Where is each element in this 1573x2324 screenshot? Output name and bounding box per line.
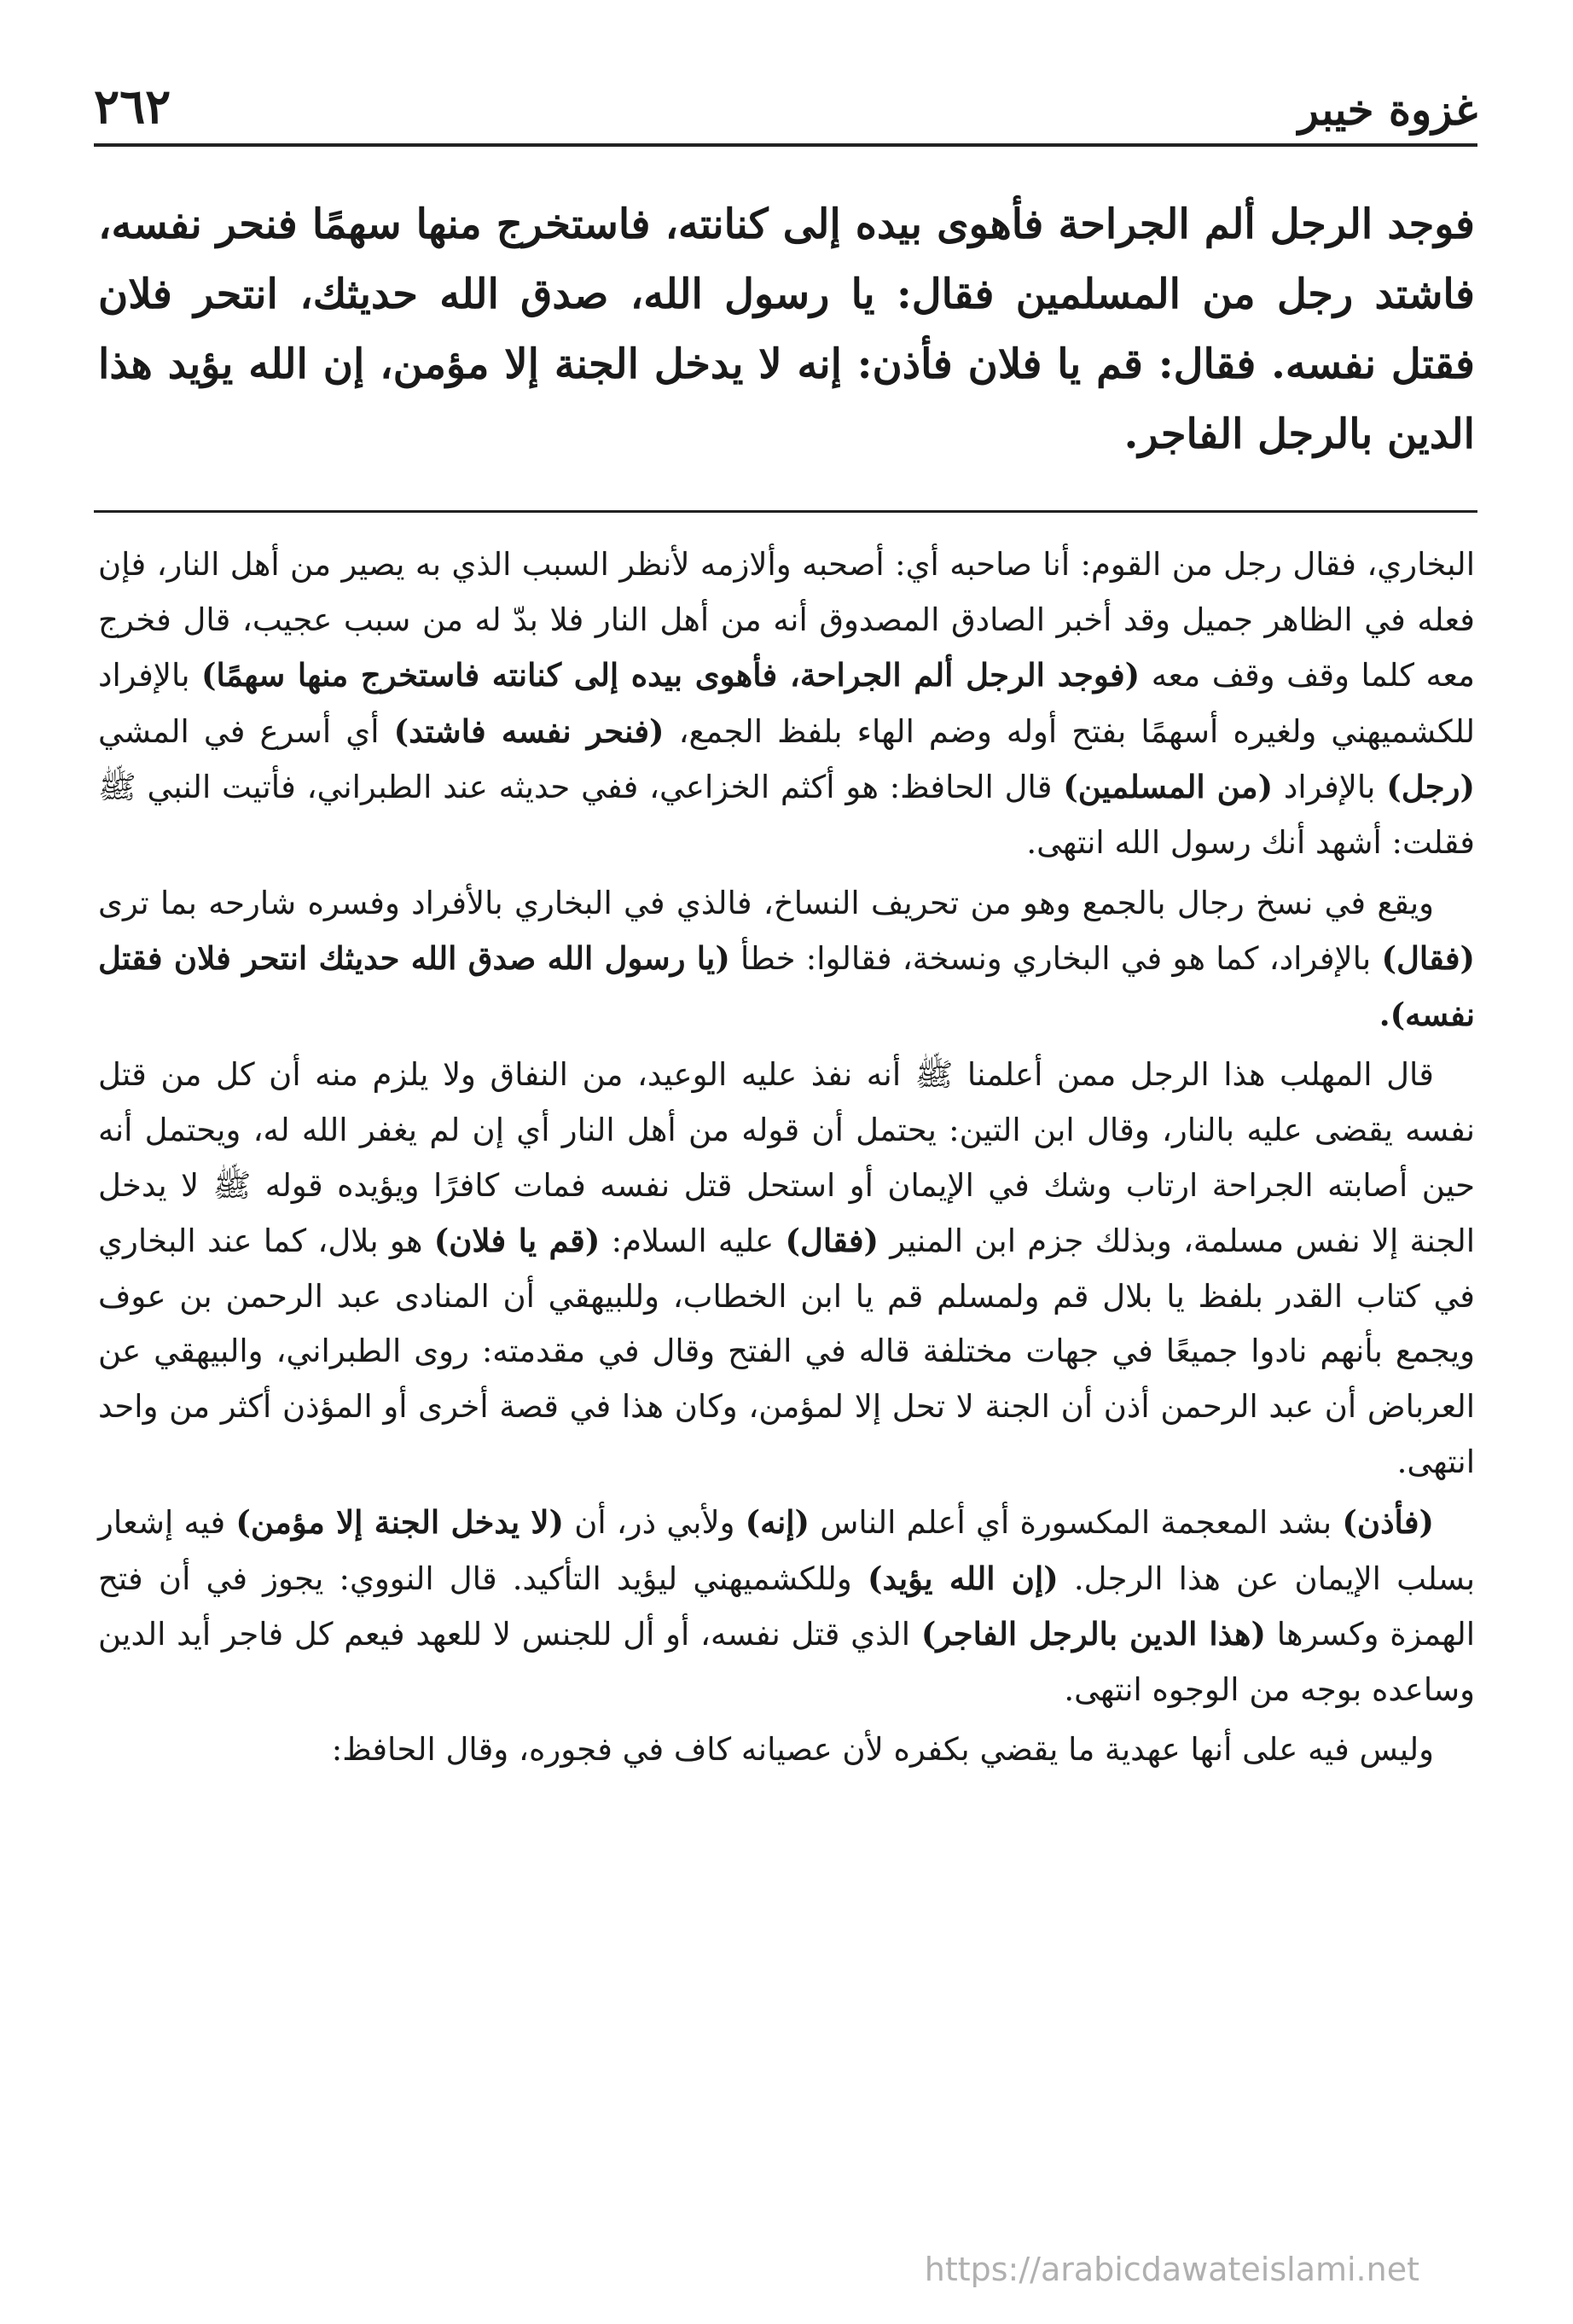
commentary-paragraph xyxy=(98,537,1475,871)
text-run: أي أسرع في المشي xyxy=(98,712,394,750)
text-run: البخاري، فقال رجل من القوم: أنا صاحبه أي: أصحبه وألازمه لأنظر السبب الذي به يصير من أهل النار، فإن فعله في الظاهر جميل وقد أخبر الصادق المصدوق أنه من أهل النار فلا بدّ له من سبب عجيب، قال فخرج معه كلما وقف وقف معه xyxy=(98,546,1475,694)
text-run: بالإفراد xyxy=(1273,769,1387,806)
text-run: بشد المعجمة المكسورة أي أعلم الناس xyxy=(810,1504,1343,1542)
header-rule xyxy=(94,143,1477,147)
bold-quote-run: (لا يدخل الجنة إلا مؤمن) xyxy=(235,1503,565,1542)
bold-quote-run: (فنحر نفسه فاشتد) xyxy=(393,712,665,750)
bold-quote-run: (فقال) xyxy=(785,1222,879,1260)
commentary-paragraph xyxy=(98,1723,1475,1778)
commentary xyxy=(98,537,1475,1778)
commentary-paragraph xyxy=(98,1495,1475,1717)
bold-quote-run: (من المسلمين) xyxy=(1063,768,1274,806)
bold-quote-run: (إن الله يؤيد) xyxy=(867,1559,1059,1597)
bold-quote-run: (فوجد الرجل ألم الجراحة، فأهوى بيده إلى كنانته فاستخرج منها سهمًا) xyxy=(201,656,1141,694)
bold-quote-run: (فأذن) xyxy=(1342,1503,1435,1542)
bold-quote-run: (رجل) xyxy=(1386,768,1475,806)
bold-quote-run: (قم يا فلان) xyxy=(433,1222,601,1260)
watermark: https://arabicdawateislami.net xyxy=(924,2251,1419,2288)
text-run: ولأبي ذر، أن xyxy=(564,1504,746,1542)
text-run: وللكشميهني ليؤيد التأكيد. قال النووي: يجوز في أن فتح الهمزة وكسرها xyxy=(98,1560,1476,1653)
text-run: قال الحافظ: هو أكثم الخزاعي، ففي حديثه عند الطبراني، فأتيت النبي ﷺ فقلت: أشهد أنك رسول الله انتهى. xyxy=(98,769,1475,861)
page-header xyxy=(94,67,1477,135)
bold-quote-run: (يا رسول الله صدق الله حديثك انتحر فلان فقتل نفسه). xyxy=(98,939,1475,1033)
commentary-paragraph xyxy=(98,1048,1475,1490)
text-run: الذي قتل نفسه، أو أل للجنس لا للعهد فيعم كل فاجر أيد الدين وساعده بوجه من الوجوه انتهى. xyxy=(98,1616,1475,1708)
bold-quote-run: (فقال) xyxy=(1381,939,1476,978)
text-run: قال المهلب هذا الرجل ممن أعلمنا ﷺ أنه نفذ عليه الوعيد، من النفاق ولا يلزم منه أن كل من قتل نفسه يقضى عليه بالنار، وقال ابن التين: يحتمل أن قوله من أهل النار أي إن لم يغفر الله له، ويحتمل أنه حين أصابته الجراحة ارتاب وشك في الإيمان أو استحل قتل نفسه فمات كافرًا ويؤيده قوله ﷺ لا يدخل الجنة إلا نفس مسلمة، وبذلك جزم ابن المنير xyxy=(98,1056,1475,1260)
separator-rule xyxy=(94,510,1477,513)
running-title: غزوة خيبر xyxy=(1297,84,1477,135)
hadith-text: فوجد الرجل ألم الجراحة فأهوى بيده إلى كنانته، فاستخرج منها سهمًا فنحر نفسه، فاشتد رجل من المسلمين فقال: يا رسول الله، صدق الله حديثك، انتحر فلان فقتل نفسه. فقال: قم يا فلان فأذن: إنه لا يدخل الجنة إلا مؤمن، إن الله يؤيد هذا الدين بالرجل الفاجر. xyxy=(98,200,1475,458)
commentary-paragraph xyxy=(98,876,1475,1043)
text-run: فيه إشعار بسلب الإيمان عن هذا الرجل. xyxy=(98,1504,1475,1597)
text-run: بالإفراد، كما هو في البخاري ونسخة، فقالوا: خطأ xyxy=(729,940,1382,978)
bold-quote-run: (إنه) xyxy=(745,1503,810,1542)
text-run: وليس فيه على أنها عهدية ما يقضي بكفره لأن عصيانه كاف في فجوره، وقال الحافظ: xyxy=(331,1731,1434,1769)
text-run: ويقع في نسخ رجال بالجمع وهو من تحريف النساخ، فالذي في البخاري بالأفراد وفسره شارحه بما ترى xyxy=(98,884,1434,921)
page-number: ٢٦٢ xyxy=(94,78,171,135)
text-run: هو بلال، كما عند البخاري في كتاب القدر بلفظ يا بلال قم ولمسلم قم يا ابن الخطاب، وللبيهقي أن المنادى عبد الرحمن بن عوف ويجمع بأنهم نادوا جميعًا في جهات مختلفة قاله في الفتح وقال في مقدمته: روى الطبراني، والبيهقي عن العرباض أن عبد الرحمن أذن أن الجنة لا تحل إلا لمؤمن، وكان هذا في قصة أخرى أو المؤذن أكثر من واحد انتهى. xyxy=(98,1223,1475,1480)
bold-quote-run: (هذا الدين بالرجل الفاجر) xyxy=(920,1615,1267,1653)
text-run: بالإفراد للكشميهني ولغيره أسهمًا بفتح أوله وضم الهاء بلفظ الجمع، xyxy=(98,657,1475,750)
text-run: عليه السلام: xyxy=(600,1223,786,1260)
